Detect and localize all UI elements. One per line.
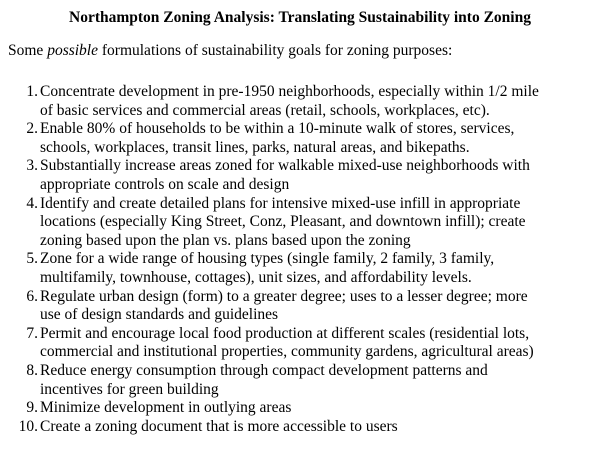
goal-text-line: Minimize development in outlying areas bbox=[40, 399, 292, 417]
goal-item bbox=[0, 250, 539, 287]
goal-item bbox=[0, 325, 539, 362]
intro-emphasis: possible bbox=[47, 42, 98, 59]
goal-text-line: Zone for a wide range of housing types (single family, 2 family, 3 family, bbox=[40, 250, 495, 268]
goal-number: 8. bbox=[26, 361, 38, 379]
intro-text-before: Some bbox=[8, 42, 48, 59]
goal-text-line: Substantially increase areas zoned for walkable mixed-use neighborhoods with bbox=[40, 157, 530, 175]
goal-text-line: zoning based upon the plan vs. plans based upon the zoning bbox=[40, 231, 411, 249]
goal-text-line: Identify and create detailed plans for intensive mixed-use infill in appropriate bbox=[40, 194, 521, 212]
goal-number: 1. bbox=[26, 83, 38, 100]
goal-text-line: commercial and institutional properties, community gardens, agricultural areas) bbox=[40, 343, 534, 361]
goal-number: 6. bbox=[26, 287, 38, 305]
goal-item bbox=[0, 399, 539, 418]
goal-number: 7. bbox=[26, 324, 38, 342]
goal-item bbox=[0, 195, 539, 251]
goal-text-line: Reduce energy consumption through compact development patterns and bbox=[40, 361, 488, 379]
goal-number: 5. bbox=[26, 250, 38, 268]
goal-text-line: Permit and encourage local food production at different scales (residential lots, bbox=[40, 324, 530, 342]
document-title: Northampton Zoning Analysis: Translating Sustainability into Zoning bbox=[69, 9, 531, 26]
goal-item bbox=[0, 288, 539, 325]
goal-text-line: Create a zoning document that is more accessible to users bbox=[40, 417, 398, 435]
goal-item bbox=[0, 83, 539, 120]
goal-number: 2. bbox=[26, 120, 38, 138]
goal-item bbox=[0, 120, 539, 157]
goal-number: 4. bbox=[26, 194, 38, 212]
goal-number: 3. bbox=[26, 157, 38, 175]
sustainability-goals-list bbox=[0, 83, 539, 436]
goal-text-line: incentives for green building bbox=[40, 380, 219, 398]
goal-text-line: appropriate controls on scale and design bbox=[40, 175, 290, 193]
goal-number: 9. bbox=[26, 399, 38, 417]
goal-item bbox=[0, 418, 539, 437]
goal-text-line: of basic services and commercial areas (retail, schools, workplaces, etc). bbox=[40, 101, 490, 119]
intro-paragraph bbox=[8, 42, 452, 60]
goal-text-line: Enable 80% of households to be within a 10-minute walk of stores, services, bbox=[40, 120, 515, 138]
goal-number: 10. bbox=[18, 417, 38, 435]
goal-text-line: multifamily, townhouse, cottages), unit sizes, and affordability levels. bbox=[40, 268, 472, 286]
intro-text-after: formulations of sustainability goals for zoning purposes: bbox=[98, 42, 453, 59]
goal-text-line: Concentrate development in pre-1950 neighborhoods, especially within 1/2 mile bbox=[40, 83, 539, 100]
goal-text-line: use of design standards and guidelines bbox=[40, 306, 279, 324]
goal-text-line: locations (especially King Street, Conz, Pleasant, and downtown infill); create bbox=[40, 213, 526, 231]
goal-text-line: Regulate urban design (form) to a greater degree; uses to a lesser degree; more bbox=[40, 287, 528, 305]
goal-item bbox=[0, 362, 539, 399]
goal-item bbox=[0, 157, 539, 194]
goal-text-line: schools, workplaces, transit lines, parks, natural areas, and bikepaths. bbox=[40, 138, 470, 156]
